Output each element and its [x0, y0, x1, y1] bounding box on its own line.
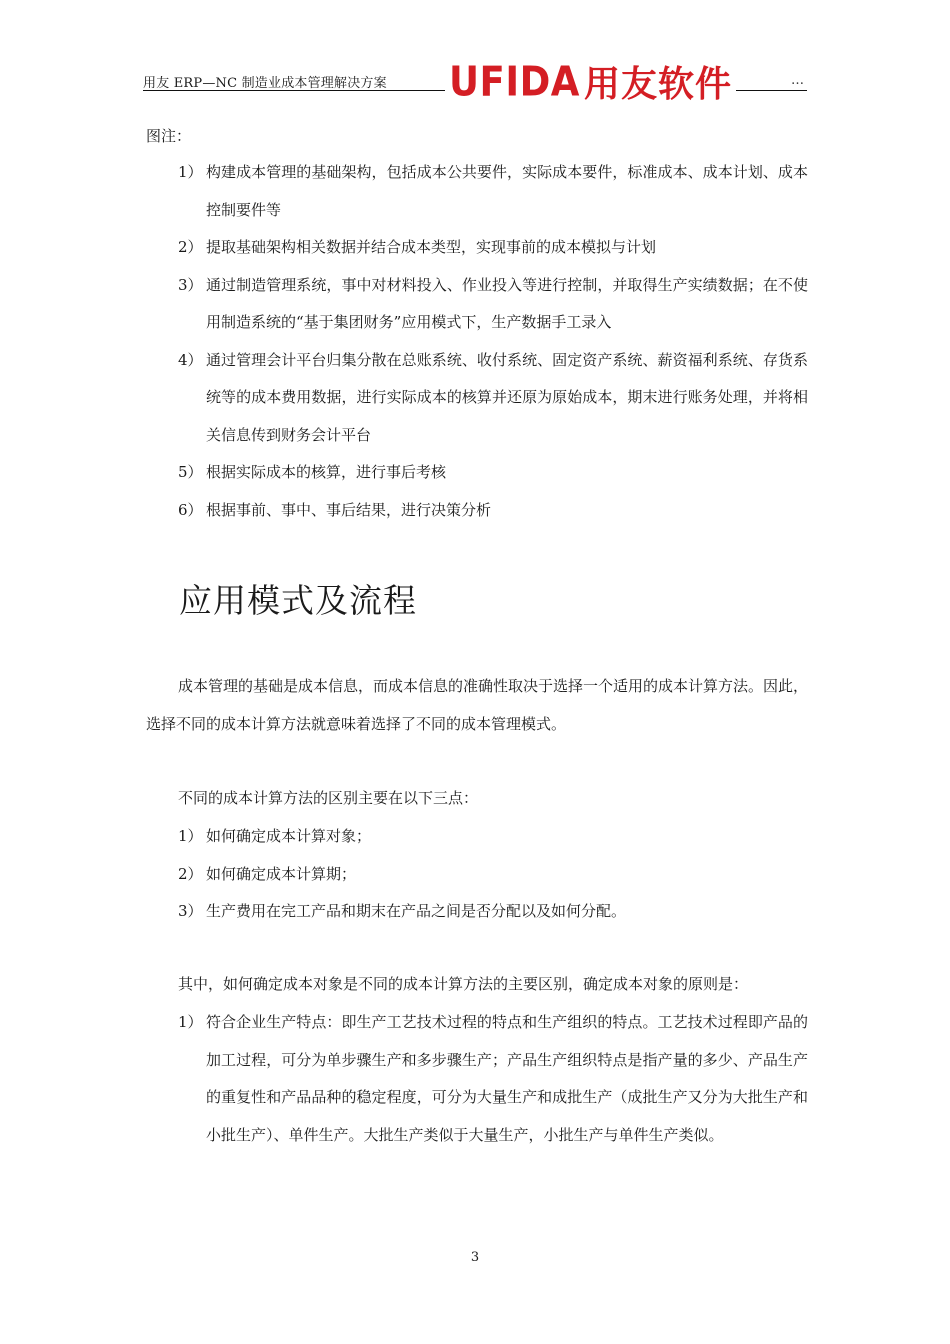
logo-en: UFIDA: [449, 57, 580, 105]
list-item-number: 2）: [178, 238, 203, 256]
list-item-text: 如何确定成本计算期；: [206, 864, 357, 883]
list-item-text: 根据实际成本的核算，进行事后考核: [206, 463, 447, 481]
list-item: [178, 856, 808, 894]
list-item-text: 通过制造管理系统，事中对材料投入、作业投入等进行控制，并取得生产实绩数据；在不使用制造系统的“基于集团财务”应用模式下，生产数据手工录入: [206, 275, 808, 331]
list-item: [178, 1004, 808, 1154]
list-item: [178, 229, 808, 267]
list-item-number: 2）: [178, 864, 203, 883]
list-item-number: 3）: [178, 275, 203, 294]
list-item-text: 提取基础架构相关数据并结合成本类型，实现事前的成本模拟与计划: [206, 238, 657, 256]
section-heading: 应用模式及流程: [179, 581, 417, 620]
ufida-logo: [445, 57, 736, 105]
list-item: [178, 893, 808, 931]
difference-list: [178, 818, 808, 931]
header-doc-title: 用友 ERP—NC 制造业成本管理解决方案: [143, 76, 387, 91]
list-item-text: 生产费用在完工产品和期末在产品之间是否分配以及如何分配。: [206, 902, 627, 920]
page-number: 3: [470, 1250, 480, 1265]
header-tail: …: [791, 73, 804, 88]
body-paragraph: 不同的成本计算方法的区别主要在以下三点：: [178, 789, 479, 807]
list-item-number: 1）: [178, 1013, 203, 1031]
list-item: [178, 154, 808, 229]
list-item: [178, 818, 808, 856]
list-item-number: 1）: [178, 827, 203, 845]
list-item-number: 4）: [178, 350, 203, 369]
list-item-text: 通过管理会计平台归集分散在总账系统、收付系统、固定资产系统、薪资福利系统、存货系统等的成本费用数据，进行实际成本的核算并还原为原始成本，期末进行账务处理，并将相关信息传到财务会计平台: [206, 350, 808, 444]
body-paragraph: 其中，如何确定成本对象是不同的成本计算方法的主要区别，确定成本对象的原则是：: [178, 975, 749, 993]
body-paragraph: 成本管理的基础是成本信息，而成本信息的准确性取决于选择一个适用的成本计算方法。因此，选择不同的成本计算方法就意味着选择了不同的成本管理模式。: [146, 677, 809, 733]
list-item-number: 6）: [178, 500, 203, 519]
list-item-text: 符合企业生产特点：即生产工艺技术过程的特点和生产组织的特点。工艺技术过程即产品的加工过程，可分为单步骤生产和多步骤生产；产品生产组织特点是指产量的多少、产品生产的重复性和产品品种的稳定程度，可分为大量生产和成批生产（成批生产又分为大批生产和小批生产）、单件生产。大批生产类似于大量生产，小批生产与单件生产类似。: [206, 1013, 808, 1144]
list-item: [178, 342, 808, 455]
logo-cn: 用友软件: [583, 63, 732, 105]
list-item-text: 根据事前、事中、事后结果，进行决策分析: [206, 500, 492, 519]
list-item: [178, 267, 808, 342]
principle-list: [178, 1004, 808, 1154]
list-item-number: 3）: [178, 902, 203, 920]
list-item: [178, 492, 808, 530]
list-item: [178, 454, 808, 492]
list-item-number: 1）: [178, 163, 203, 181]
list-item-number: 5）: [178, 463, 203, 481]
figure-note-list: [178, 154, 808, 529]
page-header: [143, 57, 807, 105]
figure-note-label: 图注：: [146, 127, 192, 145]
list-item-text: 如何确定成本计算对象；: [206, 827, 372, 845]
list-item-text: 构建成本管理的基础架构，包括成本公共要件，实际成本要件，标准成本、成本计划、成本控制要件等: [206, 163, 808, 219]
